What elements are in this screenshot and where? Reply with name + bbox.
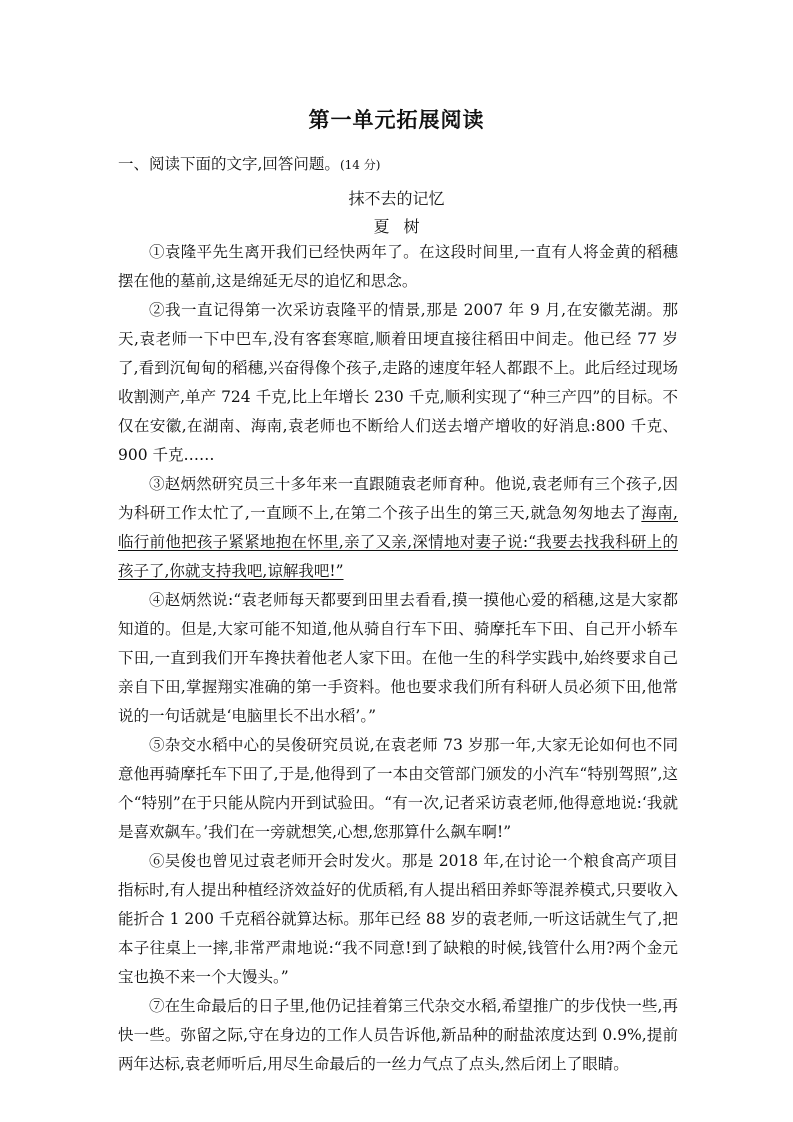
article-title: 抹不去的记忆 [348,189,445,208]
question-text: 一、阅读下面的文字,回答问题。 [118,155,340,173]
paragraph-6: ⑥吴俊也曾见过袁老师开会时发火。那是 2018 年,在讨论一个粮食高产项目指标时,有人提出种植经济效益好的优质稻,有人提出稻田养虾等混养模式,只要收入能折合 1 200 千克稻谷就算达标。那年已经 88 岁的袁老师,一听这话就生气了,把本子往桌上一摔,非常严肃地说:“我不同意!到了缺粮的时候,钱管什么用?两个金元宝也换不来一个大馒头。” [118,852,678,986]
paragraph-3-text: ③赵炳然研究员三十多年来一直跟随袁老师育种。他说,袁老师有三个孩子,因为科研工作太忙了,一直顾不上,在第二个孩子出生的第三天,就急匆匆地去了 [118,475,678,522]
paragraph-4: ④赵炳然说:“袁老师每天都要到田里去看看,摸一摸他心爱的稻穗,这是大家都知道的。但是,大家可能不知道,他从骑自行车下田、骑摩托车下田、自己开小轿车下田,一直到我们开车搀扶着他老人家下田。在他一生的科学实践中,始终要求自己亲自下田,掌握翔实准确的第一手资料。他也要求我们所有科研人员必须下田,他常说的一句话就是‘电脑里长不出水稻’。” [118,591,678,725]
article-body [118,238,678,1079]
article-author: 夏树 [373,217,434,236]
paragraph-5: ⑤杂交水稻中心的吴俊研究员说,在袁老师 73 岁那一年,大家无论如何也不同意他再骑摩托车下田了,于是,他得到了一本由交管部门颁发的小汽车“特别驾照”,这个“特别”在于只能从院内开到试验田。“有一次,记者采访袁老师,他得意地说:‘我就是喜欢飙车。’我们在一旁就想笑,心想,您那算什么飙车啊!” [118,736,678,841]
question-heading [118,152,678,174]
paragraph-2: ②我一直记得第一次采访袁隆平的情景,那是 2007 年 9 月,在安徽芜湖。那天,袁老师一下中巴车,没有客套寒暄,顺着田埂直接往稻田中间走。他已经 77 岁了,看到沉甸甸的稻穗,兴奋得像个孩子,走路的速度年轻人都跟不上。此后经过现场收割测产,单产 724 千克,比上年增长 230 千克,顺利实现了“种三产四”的目标。不仅在安徽,在湖南、海南,袁老师也不断给人们送去增产增收的好消息:800 千克、900 千克…… [118,301,678,464]
underlined-sentence: 海南,临行前他把孩子紧紧地抱在怀里,亲了又亲,深情地对妻子说:“我要去找我科研上的孩子了,你就支持我吧,谅解我吧!” [118,504,678,580]
page-title: 第一单元拓展阅读 [308,108,485,132]
paragraph-7: ⑦在生命最后的日子里,他仍记挂着第三代杂交水稻,希望推广的步伐快一些,再快一些。弥留之际,守在身边的工作人员告诉他,新品种的耐盐浓度达到 0.9%,提前两年达标,袁老师听后,用尽生命最后的一丝力气点了点头,然后闭上了眼睛。 [118,997,678,1073]
paragraph-1: ①袁隆平先生离开我们已经快两年了。在这段时间里,一直有人将金黄的稻穗摆在他的墓前,这是绵延无尽的追忆和思念。 [118,243,678,290]
question-score: (14 分) [339,158,381,172]
paragraph-3 [118,470,678,586]
